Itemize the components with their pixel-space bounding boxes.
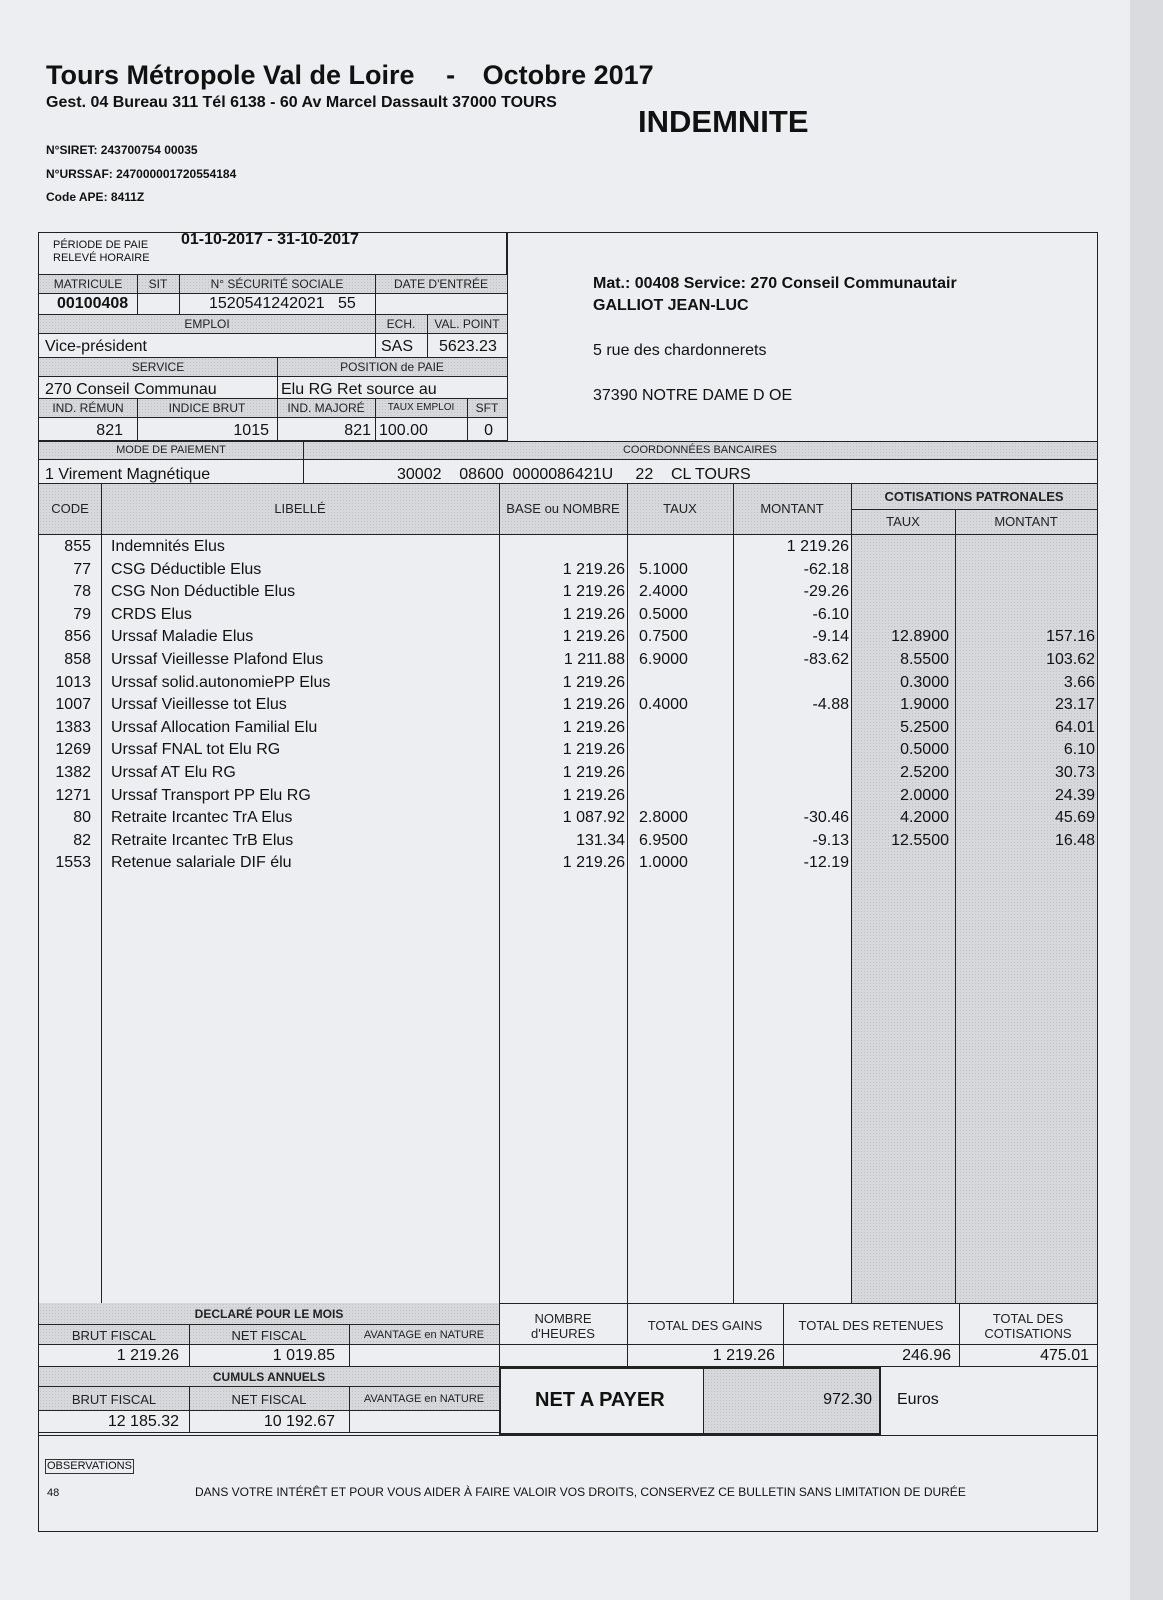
ind-remun-label: IND. RÉMUN (52, 401, 124, 415)
line-montant: -12.19 (803, 854, 849, 872)
valpoint-divider (427, 315, 428, 358)
col-base-header: BASE ou NOMBRE (506, 501, 620, 516)
line-code: 1013 (55, 673, 91, 691)
ech-divider (375, 315, 376, 358)
title-dash: - (446, 60, 456, 90)
line-montant: -9.13 (812, 831, 849, 849)
retenues-label: TOTAL DES RETENUES (798, 1318, 944, 1333)
line-code: 82 (73, 831, 91, 849)
line-pat-taux: 0.3000 (900, 673, 949, 691)
line-taux: 0.4000 (639, 696, 688, 714)
period-box (39, 233, 507, 275)
line-montant: -6.10 (812, 605, 849, 623)
col-montant-header: MONTANT (760, 501, 824, 516)
table-row (39, 606, 1137, 629)
ind-divider-4 (467, 399, 468, 441)
line-taux: 1.0000 (639, 854, 688, 872)
footer-top-line (39, 1435, 1097, 1436)
line-libelle: Urssaf AT Elu RG (111, 764, 236, 781)
table-row (39, 764, 1137, 787)
brut-fiscal-label: BRUT FISCAL (71, 1328, 157, 1343)
secu-divider (375, 275, 376, 315)
avantage-label: AVANTAGE en NATURE (363, 1329, 485, 1341)
ape-code: Code APE: 8411Z (46, 190, 145, 204)
secu-value: 1520541242021 55 (209, 295, 356, 312)
net-a-payer-label: NET A PAYER (535, 1389, 665, 1411)
entry-date-label: DATE D'ENTRÉE (393, 277, 489, 291)
line-base: 1 219.26 (562, 764, 625, 781)
line-montant: -30.46 (803, 809, 849, 827)
line-montant: -4.88 (812, 696, 849, 714)
urssaf: N°URSSAF: 247000001720554184 (46, 167, 237, 181)
line-pat-taux: 2.0000 (900, 786, 949, 804)
cotisations-label-1: TOTAL DES (992, 1311, 1064, 1326)
cum-net-fiscal-value: 10 192.67 (263, 1413, 335, 1430)
valpoint-value: 5623.23 (439, 338, 497, 355)
line-taux: 6.9500 (639, 831, 688, 849)
org-name: Tours Métropole Val de Loire (46, 60, 415, 90)
doc-type: INDEMNITE (638, 104, 809, 139)
taux-emploi-value: 100.00 (379, 422, 428, 439)
line-libelle: CSG Non Déductible Elus (111, 583, 296, 601)
line-taux: 5.1000 (639, 560, 688, 578)
cum-brut-fiscal-value: 12 185.32 (107, 1413, 179, 1430)
line-pat-taux: 4.2000 (900, 809, 949, 827)
ind-divider-1 (137, 399, 138, 441)
line-libelle: CRDS Elus (111, 605, 192, 623)
line-libelle: Retenue salariale DIF élu (111, 854, 292, 872)
indice-brut-label: INDICE BRUT (168, 401, 246, 415)
payslip-lines (39, 538, 1097, 878)
line-libelle: CSG Déductible Elus (111, 560, 262, 578)
table-row (39, 854, 1137, 877)
line-pat-taux: 0.5000 (900, 741, 949, 759)
line-libelle: Urssaf Vieillesse Plafond Elus (111, 651, 324, 668)
table-row (39, 787, 1137, 810)
line-base: 1 219.26 (562, 673, 625, 691)
line-base: 1 087.92 (562, 809, 625, 827)
line-code: 77 (73, 560, 91, 578)
page-number: 48 (47, 1487, 60, 1499)
left-block-divider (507, 233, 508, 441)
table-row (39, 809, 1137, 832)
retention-notice: DANS VOTRE INTÉRÊT ET POUR VOUS AIDER À FAIRE VALOIR VOS DROITS, CONSERVEZ CE BULLETIN SANS LIMITATION DE DURÉE (195, 1485, 966, 1499)
line-code: 855 (64, 538, 91, 555)
payment-mode-value: 1 Virement Magnétique (45, 466, 211, 483)
line-pat-montant: 24.39 (1054, 786, 1095, 804)
line-base: 1 219.26 (562, 718, 625, 736)
payment-mode-label: MODE DE PAIEMENT (116, 444, 226, 456)
declare-values (39, 1345, 499, 1367)
cumuls-subheader (39, 1387, 499, 1411)
table-row (39, 561, 1137, 584)
line-pat-taux: 12.8900 (891, 628, 949, 646)
col-taux-header: TAUX (663, 501, 697, 516)
line-libelle: Urssaf Vieillesse tot Elus (111, 696, 287, 714)
ind-remun-value: 821 (96, 422, 123, 439)
line-code: 79 (73, 605, 91, 623)
net-a-payer-value: 972.30 (823, 1391, 872, 1408)
line-pat-montant: 64.01 (1054, 718, 1095, 736)
line-taux: 2.4000 (639, 583, 688, 601)
line-libelle: Urssaf Transport PP Elu RG (111, 786, 311, 804)
net-fiscal-label: NET FISCAL (231, 1328, 307, 1343)
col-pat-montant-header: MONTANT (994, 514, 1058, 529)
period-label: PÉRIODE DE PAIE (53, 239, 149, 251)
matricule-divider (137, 275, 138, 315)
sit-divider (179, 275, 180, 315)
line-code: 1271 (55, 786, 91, 804)
main-frame (38, 232, 1098, 1532)
line-montant: -62.18 (803, 560, 849, 578)
taux-emploi-label: TAUX EMPLOI (387, 402, 455, 413)
cumuls-values (39, 1411, 499, 1433)
line-taux: 6.9000 (639, 651, 688, 668)
cotisations-value: 475.01 (1040, 1347, 1089, 1364)
table-row (39, 832, 1137, 855)
line-pat-taux: 12.5500 (891, 831, 949, 849)
matricule-label: MATRICULE (53, 277, 123, 291)
cumuls-label: CUMULS ANNUELS (212, 1370, 326, 1384)
line-base: 1 219.26 (562, 605, 625, 623)
line-libelle: Indemnités Elus (111, 538, 225, 555)
line-pat-taux: 1.9000 (900, 696, 949, 714)
cumuls-header (39, 1367, 499, 1387)
line-code: 1269 (55, 741, 91, 759)
cum-divider-1 (189, 1387, 190, 1433)
indice-brut-value: 1015 (233, 422, 269, 439)
line-code: 80 (73, 809, 91, 827)
patronales-subline (851, 509, 1097, 510)
line-code: 1553 (55, 854, 91, 872)
net-a-payer-value-box (703, 1369, 879, 1433)
sft-label: SFT (475, 401, 499, 415)
retenues-value: 246.96 (902, 1347, 951, 1364)
ind-divider-3 (375, 399, 376, 441)
line-libelle: Urssaf FNAL tot Elu RG (111, 741, 281, 759)
totals-right-header (499, 1303, 1097, 1345)
period-value: 01-10-2017 - 31-10-2017 (181, 231, 359, 248)
table-row (39, 674, 1137, 697)
line-base: 131.34 (576, 831, 625, 849)
ind-divider-2 (277, 399, 278, 441)
heures-label-1: NOMBRE (534, 1311, 592, 1326)
line-montant: 1 219.26 (786, 538, 849, 555)
position-label: POSITION de PAIE (340, 360, 444, 374)
line-taux: 0.7500 (639, 628, 688, 646)
bank-details-value: 30002 08600 0000086421U 22 CL TOURS (397, 466, 751, 483)
line-base: 1 219.26 (562, 696, 625, 714)
recipient-street: 5 rue des chardonnerets (593, 342, 767, 359)
tot-divider-1 (627, 1303, 628, 1367)
org-address: Gest. 04 Bureau 311 Tél 6138 - 60 Av Marcel Dassault 37000 TOURS (46, 94, 557, 111)
line-montant: -83.62 (803, 651, 849, 668)
heures-label-2: d'HEURES (531, 1326, 595, 1341)
line-pat-montant: 3.66 (1063, 673, 1095, 691)
service-value: 270 Conseil Communau (45, 381, 217, 398)
line-libelle: Urssaf Maladie Elus (111, 628, 254, 646)
recipient-name: GALLIOT JEAN-LUC (593, 297, 749, 314)
tot-divider-3 (959, 1303, 960, 1367)
line-pat-montant: 157.16 (1046, 628, 1095, 646)
service-row (39, 377, 507, 399)
declare-header (39, 1303, 499, 1325)
service-label: SERVICE (131, 360, 185, 374)
line-libelle: Retraite Ircantec TrB Elus (111, 831, 294, 849)
line-pat-taux: 5.2500 (900, 718, 949, 736)
line-base: 1 219.26 (562, 628, 625, 646)
line-code: 1383 (55, 718, 91, 736)
emploi-label: EMPLOI (184, 317, 230, 331)
line-taux: 0.5000 (639, 605, 688, 623)
cotisations-label-2: COTISATIONS (984, 1326, 1072, 1341)
scan-edge (1130, 0, 1163, 1600)
line-base: 1 219.26 (562, 854, 625, 872)
line-pat-montant: 16.48 (1054, 831, 1095, 849)
matricule-row (39, 294, 507, 315)
line-pat-montant: 45.69 (1054, 809, 1095, 827)
tot-divider-2 (783, 1303, 784, 1367)
declare-subheader (39, 1325, 499, 1345)
table-row (39, 628, 1137, 651)
matricule-value: 00100408 (57, 295, 129, 312)
org-title (46, 60, 654, 91)
ech-value: SAS (381, 338, 414, 355)
line-code: 858 (64, 651, 91, 668)
ech-label: ECH. (386, 317, 416, 331)
hours-label: RELEVÉ HORAIRE (53, 252, 150, 264)
line-pat-montant: 23.17 (1054, 696, 1095, 714)
line-base: 1 219.26 (562, 560, 625, 578)
line-pat-taux: 2.5200 (900, 764, 949, 781)
emploi-header-row (39, 315, 507, 334)
line-code: 1007 (55, 696, 91, 714)
siret: N°SIRET: 243700754 00035 (46, 143, 198, 157)
bank-details-label: COORDONNÉES BANCAIRES (622, 444, 778, 456)
line-montant: -9.14 (812, 628, 849, 646)
secu-label: N° SÉCURITÉ SOCIALE (210, 277, 344, 291)
line-base: 1 219.26 (562, 786, 625, 804)
line-code: 1382 (55, 764, 91, 781)
payment-header-row (39, 441, 1097, 460)
fiscal-divider-2 (349, 1325, 350, 1367)
line-base: 1 211.88 (563, 651, 625, 668)
line-base: 1 219.26 (562, 741, 625, 759)
line-base: 1 219.26 (562, 583, 625, 601)
line-taux: 2.8000 (639, 809, 688, 827)
recipient-ref: Mat.: 00408 Service: 270 Conseil Communautair (593, 275, 957, 292)
fiscal-divider-1 (189, 1325, 190, 1367)
indices-header-row (39, 399, 507, 418)
table-row (39, 719, 1137, 742)
position-value: Elu RG Ret source au (281, 381, 437, 398)
line-libelle: Urssaf Allocation Familial Elu (111, 718, 318, 736)
cum-net-fiscal-label: NET FISCAL (231, 1392, 307, 1407)
observations-label: OBSERVATIONS (47, 1460, 132, 1472)
line-pat-montant: 103.62 (1046, 651, 1095, 668)
line-libelle: Urssaf solid.autonomiePP Elus (111, 673, 331, 691)
gains-value: 1 219.26 (712, 1347, 775, 1364)
emploi-row (39, 334, 507, 358)
col-code-header: CODE (51, 501, 89, 516)
recipient-city: 37390 NOTRE DAME D OE (593, 387, 793, 404)
table-row (39, 651, 1137, 674)
table-row (39, 741, 1137, 764)
sft-value: 0 (484, 422, 493, 439)
line-pat-montant: 30.73 (1054, 764, 1095, 781)
cum-brut-fiscal-label: BRUT FISCAL (71, 1392, 157, 1407)
line-pat-montant: 6.10 (1063, 741, 1095, 759)
declare-label: DECLARÉ POUR LE MOIS (194, 1307, 344, 1321)
currency-label: Euros (897, 1391, 939, 1408)
totals-right-values (499, 1345, 1097, 1367)
indices-row (39, 418, 507, 441)
table-row (39, 583, 1137, 606)
matricule-header-row (39, 275, 507, 294)
net-a-payer-box (499, 1367, 881, 1435)
net-fiscal-value: 1 019.85 (272, 1347, 335, 1364)
emploi-value: Vice-président (45, 338, 147, 355)
brut-fiscal-value: 1 219.26 (116, 1347, 179, 1364)
table-row (39, 538, 1137, 561)
ind-majore-value: 821 (344, 422, 371, 439)
line-pat-taux: 8.5500 (900, 651, 949, 668)
col-libelle-header: LIBELLÉ (274, 501, 326, 516)
line-libelle: Retraite Ircantec TrA Elus (111, 809, 293, 827)
line-code: 78 (73, 583, 91, 601)
payment-divider (303, 441, 304, 483)
cum-avantage-label: AVANTAGE en NATURE (363, 1393, 485, 1405)
pay-month: Octobre 2017 (482, 60, 654, 90)
sit-label: SIT (148, 277, 168, 291)
line-montant: -29.26 (803, 583, 849, 601)
service-divider (277, 358, 278, 399)
col-pat-taux-header: TAUX (886, 514, 920, 529)
valpoint-label: VAL. POINT (434, 317, 500, 331)
gains-label: TOTAL DES GAINS (647, 1318, 763, 1333)
ind-majore-label: IND. MAJORÉ (287, 401, 365, 415)
col-patronales-header: COTISATIONS PATRONALES (884, 489, 1064, 504)
line-code: 856 (64, 628, 91, 646)
service-header-row (39, 358, 507, 377)
cum-divider-2 (349, 1387, 350, 1433)
table-row (39, 696, 1137, 719)
